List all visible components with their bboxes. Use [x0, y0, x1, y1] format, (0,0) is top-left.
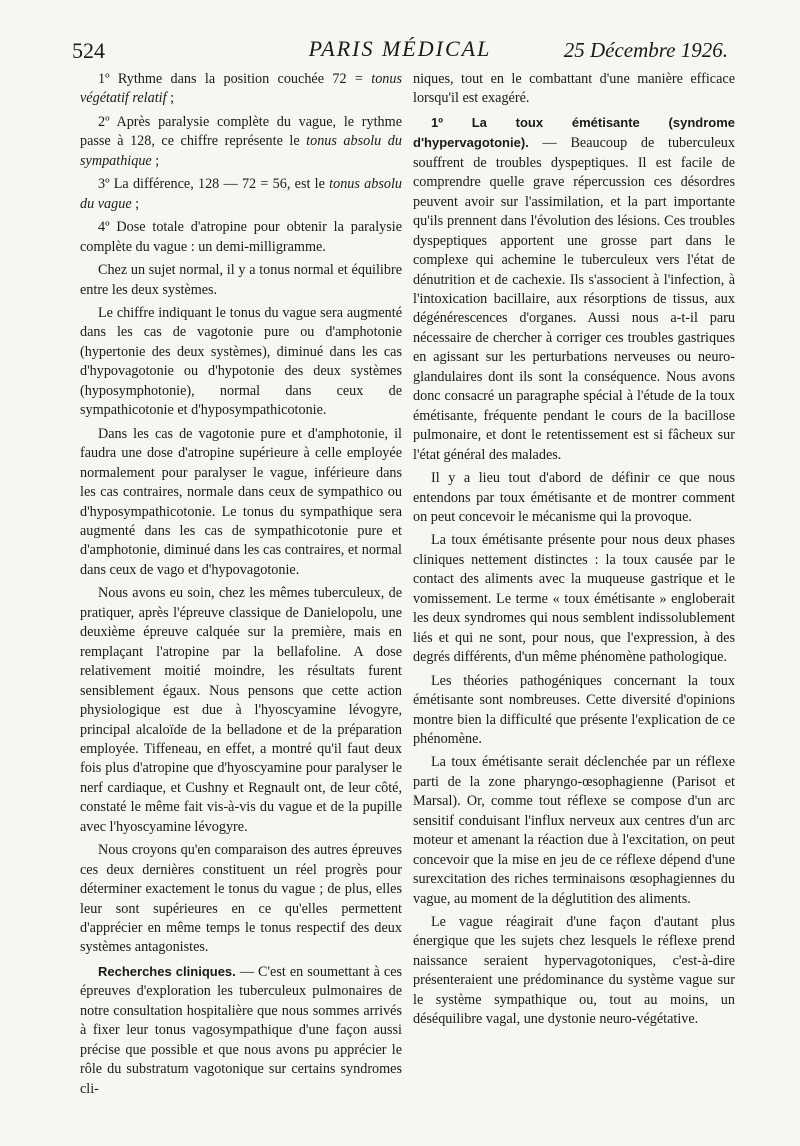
paragraph: Nous avons eu soin, chez les mêmes tuberculeux, de pratiquer, après l'épreuve classique de Danielopolu, une deuxième épreuve calquée sur la première, mais en remplaçant l'atropine par la bellafoline. A dose relativement moitié moindre, les résultats furent sensiblement égaux. Nous pensons que cette action physiologique est due à l'hyoscyamine lévogyre, principal alcaloïde de la belladone et de la préparation employée. Tiffeneau, en effet, a montré qu'il faut deux fois plus d'atropine que d'hyoscyamine pour paralyser le nerf cardiaque, et Cushny et Regnault ont, de leur côté, constaté le même fait vis-à-vis du vague et de la pupille avec l'hyoscyamine lévogyre.: [80, 585, 402, 835]
list-item-1: 1º Rythme dans la position couchée 72 = tonus végétatif relatif ;: [80, 71, 402, 107]
paragraph: La toux émétisante serait déclenchée par un réflexe parti de la zone pharyngo-œsophagienne (Parisot et Marsal). Or, comme tout réflexe se compose d'un arc sensitif conduisant l'influx nerveux aux centres d'un arc moteur et amenant la réaction due à l'excitation, on peut concevoir que la mise en jeu de ce réflexe dépend d'une surexcitation des riches terminaisons œsophagiennes du vague, au moment de la déglutition des aliments.: [413, 754, 735, 907]
paragraph: Dans les cas de vagotonie pure et d'amphotonie, il faudra une dose d'atropine supérieure à celle employée normalement pour paralyser le vague, inférieure dans les cas contraires, normale dans ceux de sympathico ou d'hyposympathicotonie. Le tonus du sympathique sera augmenté dans les cas de sympathicotonie pure et d'amphotonie, diminué dans les cas contraires, et normal dans ceux de vago et d'hypovagotonie.: [80, 425, 402, 578]
running-header: [72, 36, 728, 66]
section-paragraph: 1º La toux émétisante (syndrome d'hypervagotonie). — Beaucoup de tuberculeux souffrent de troubles dyspeptiques. Il est facile de comprendre quelle grave répercussion ces désordres peuvent avoir sur l'assimilation, et la part importante qu'ils prennent dans l'évolution des lésions. Ces troubles dyspeptiques apportent une grosse part dans le complexe qui achemine le tuberculeux vers l'état de dénutrition et de cachexie. Ils s'associent à l'infection, à l'intoxication bacillaire, aux résorptions de tissus, aux dégénérescences d'organes. Aussi nous a-t-il paru nécessaire de chercher à corriger ces troubles gastriques en agissant sur les perturbations nerveuses ou neuro-glandulaires dont ils sont la conséquence. Nous avons donc consacré un paragraphe spécial à l'étude de la toux émétisante, fréquente pendant le cours de la bacillose pulmonaire, et dont le retentissement est si fâcheux sur l'état général des malades.: [413, 114, 735, 463]
list-item-2: 2º Après paralysie complète du vague, le rythme passe à 128, ce chiffre représente le tonus absolu du sympathique ;: [80, 113, 402, 169]
journal-title: PARIS MÉDICAL: [308, 36, 492, 61]
paragraph: Les théories pathogéniques concernant la toux émétisante sont nombreuses. Cette diversité d'opinions montre bien la difficulté que présente l'explication de ce phénomène.: [413, 672, 735, 747]
section-heading: 1º La toux émétisante (syndrome d'hypervagotonie).: [413, 114, 735, 151]
section-heading: Recherches cliniques.: [98, 963, 236, 979]
section-paragraph: Recherches cliniques. — C'est en soumettant à ces épreuves d'exploration les tuberculeux pulmonaires de notre consultation hospitalière que nous sommes arrivés à fixer leur tonus vagosympathique d'une façon aussi précise que possible et que nous avons pu apprécier le rôle du substratum vagotonique sur certains syndromes cli-: [80, 963, 403, 1097]
paragraph: Chez un sujet normal, il y a tonus normal et équilibre entre les deux systèmes.: [80, 262, 402, 298]
paragraph: Il y a lieu tout d'abord de définir ce que nous entendons par toux émétisante et de montrer comment on peut concevoir le mécanisme qui la provoque.: [413, 470, 735, 525]
paragraph-continued: niques, tout en le combattant d'une manière efficace lorsqu'il est exagéré.: [413, 71, 735, 107]
list-item-3: 3º La différence, 128 — 72 = 56, est le tonus absolu du vague ;: [80, 176, 402, 212]
paragraph: Le vague réagirait d'une façon d'autant plus énergique que les sujets chez lesquels le réflexe prend naissance seraient hypervagotoniques, c'est-à-dire présenteraient une prédominance du système vague sur le système sympathique ou, tout au moins, un déséquilibre vagal, une dystonie neuro-végétative.: [413, 914, 735, 1028]
left-column: [80, 70, 402, 1103]
paragraph: Nous croyons qu'en comparaison des autres épreuves ces deux dernières constituent un réel progrès pour déterminer exactement le tonus du vague ; de plus, elles leur sont supérieures en ce qu'elles permettent d'apprécier en même temps le tonus respectif des deux systèmes antagonistes.: [80, 842, 402, 956]
right-column: [413, 70, 735, 1034]
paragraph: Le chiffre indiquant le tonus du vague sera augmenté dans les cas de vagotonie pure ou d'amphotonie (hypertonie des deux systèmes), diminué dans les cas d'hypovagotonie ou d'hypotonie des deux systèmes (hyposymphotonie), normal dans ceux de sympathicotonie et d'hyposympathicotonie.: [80, 304, 402, 419]
issue-date: 25 Décembre 1926.: [563, 38, 728, 62]
paragraph: La toux émétisante présente pour nous deux phases cliniques nettement distinctes : la toux causée par le contact des aliments avec la muqueuse gastrique et le vomissement. Le terme « toux émétisante » engloberait les deux syndromes qui nous semblent indissolublement liés et qui ne sont, pour nous, que l'expression, à des degrés différents, d'un même phénomène pathologique.: [413, 532, 735, 666]
list-item-4: 4º Dose totale d'atropine pour obtenir la paralysie complète du vague : un demi-milligramme.: [80, 219, 402, 255]
page-number: 524: [72, 38, 105, 63]
